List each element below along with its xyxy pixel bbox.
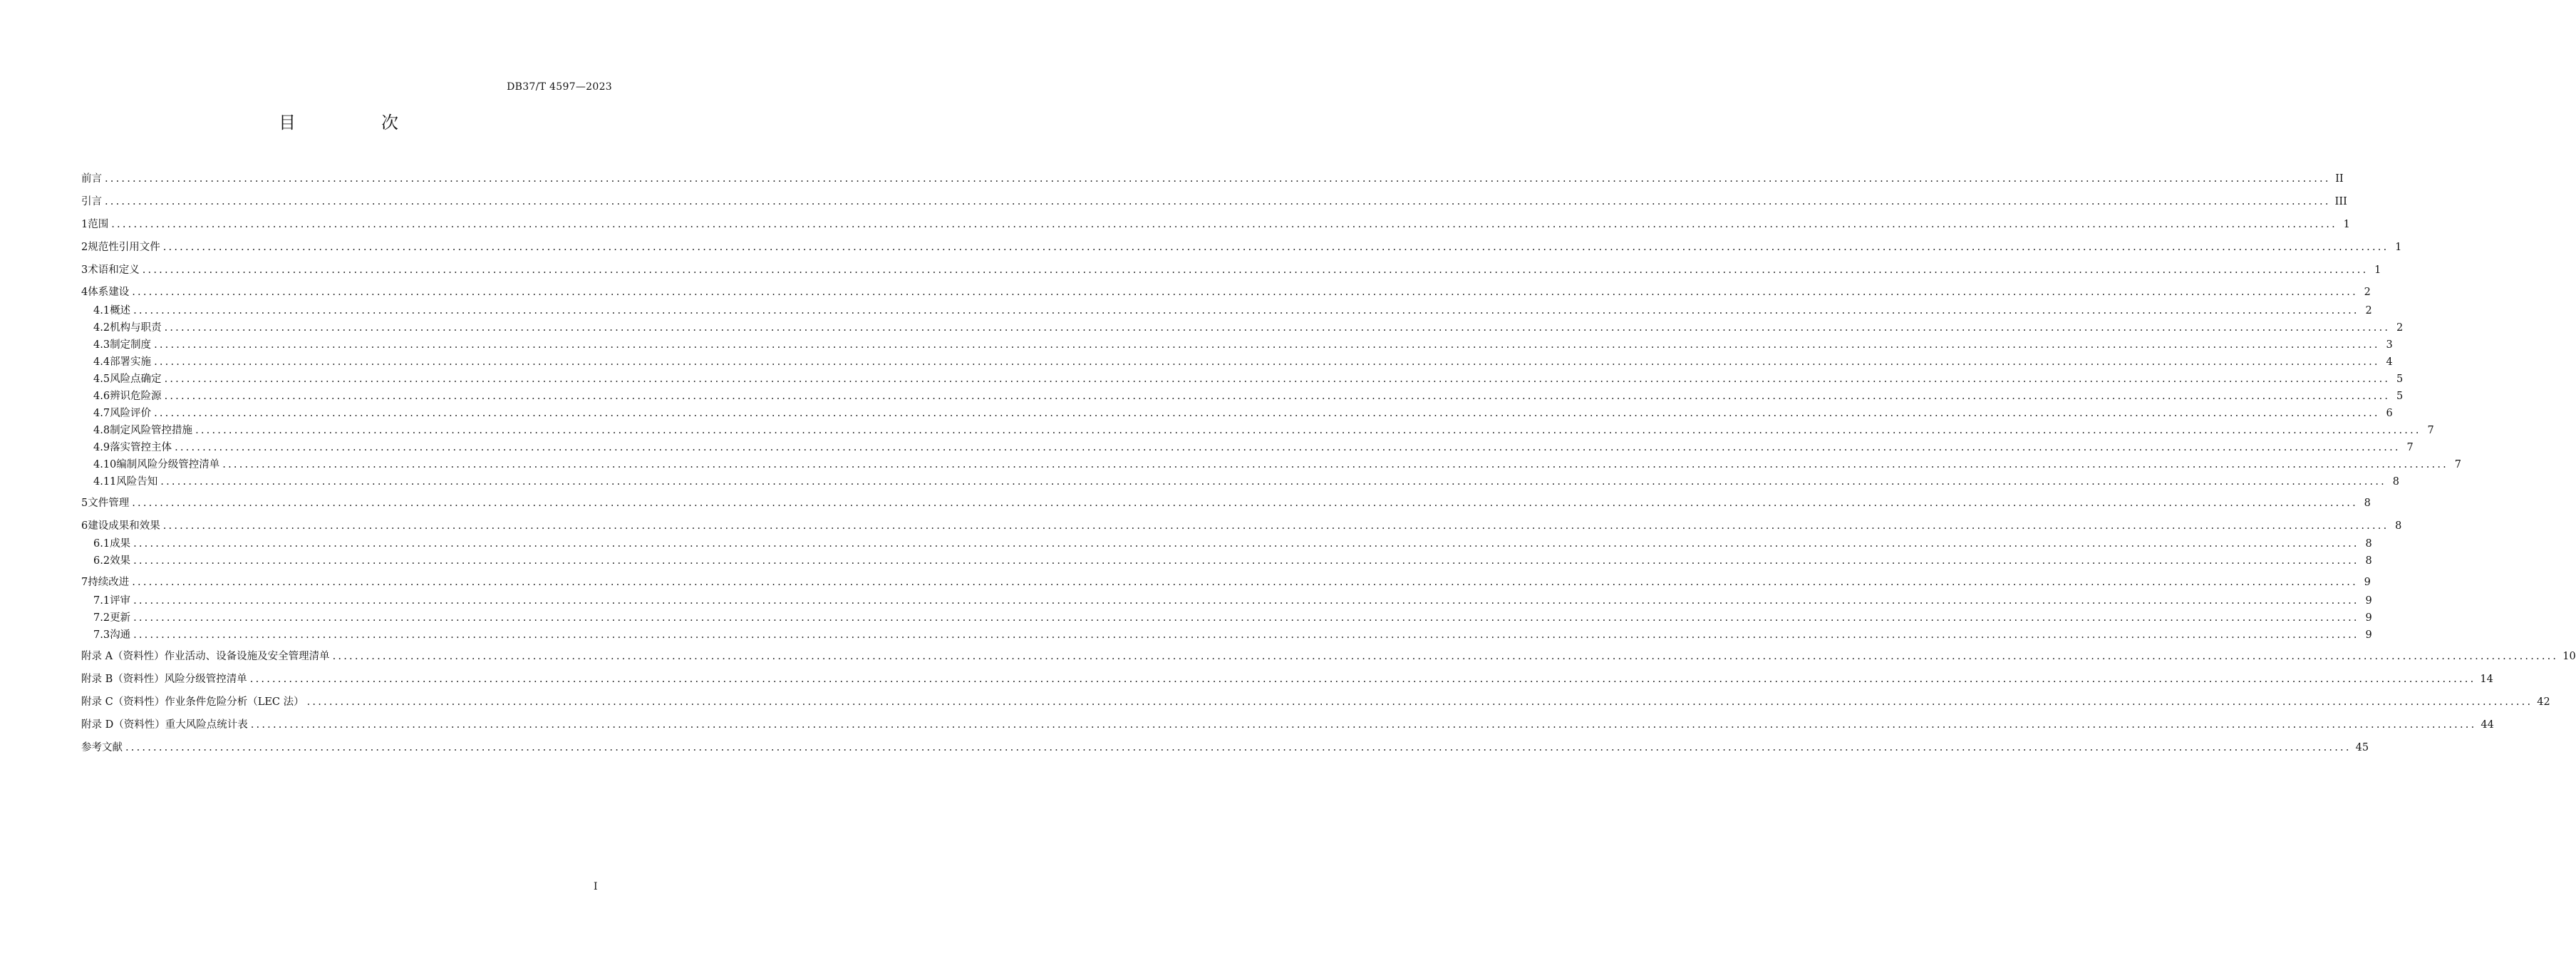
toc-entry-label: 文件管理	[88, 498, 130, 509]
toc-entry-label: 风险点确定	[110, 374, 162, 385]
toc-entry-label: 引言	[81, 196, 102, 207]
toc-entry-page: 45	[2355, 742, 2369, 753]
toc-entry-label: 风险分级管控清单	[164, 674, 247, 685]
toc-entry[interactable]	[81, 649, 2576, 664]
toc-entry-page: 5	[2396, 374, 2404, 385]
toc-entry[interactable]	[81, 240, 2402, 255]
toc-entry-label: 部署实施	[110, 356, 152, 368]
toc-entry-number: 4.3	[93, 339, 110, 351]
toc-leader-dots: ................................................................................................................................................................................................................................................................................................................................................................................................................	[133, 629, 2359, 641]
toc-entry-label: 沟通	[110, 629, 131, 641]
toc-entry-label: 作业条件危险分析（LEC 法）	[165, 696, 304, 708]
toc-entry-label: 风险评价	[110, 408, 152, 419]
toc-entry-label: 体系建设	[88, 287, 130, 298]
toc-entry[interactable]	[81, 518, 2402, 534]
toc-entry-page: 44	[2481, 719, 2494, 731]
toc-entry[interactable]	[93, 457, 2461, 473]
toc-entry-page: 2	[2364, 287, 2371, 298]
toc-entry-number: 附录 A（资料性）	[81, 651, 165, 662]
toc-entry-label: 参考文献	[81, 742, 123, 753]
toc-entry-number: 附录 D（资料性）	[81, 719, 165, 731]
toc-entry-number: 7	[81, 577, 88, 588]
toc-entry-page: 1	[2374, 264, 2381, 276]
toc-entry-page: 5	[2396, 391, 2404, 402]
toc-entry-number: 4.5	[93, 374, 110, 385]
toc-entry[interactable]	[81, 671, 2493, 687]
toc-entry-number: 4.2	[93, 322, 110, 334]
toc-entry-label: 规范性引用文件	[88, 242, 160, 253]
toc-entry[interactable]	[93, 337, 2393, 353]
toc-leader-dots: ................................................................................................................................................................................................................................................................................................................................................................................................................	[132, 287, 2358, 298]
toc-entry-page: 1	[2395, 242, 2402, 253]
toc-entry-page: 7	[2454, 459, 2461, 470]
toc-leader-dots: ................................................................................................................................................................................................................................................................................................................................................................................................................	[133, 612, 2359, 624]
toc-entry-label: 前言	[81, 173, 102, 185]
toc-entry-number: 7.1	[93, 595, 110, 607]
toc-entry[interactable]	[93, 440, 2414, 455]
toc-leader-dots: ................................................................................................................................................................................................................................................................................................................................................................................................................	[195, 425, 2421, 436]
toc-leader-dots: ................................................................................................................................................................................................................................................................................................................................................................................................................	[249, 674, 2476, 685]
toc-entry-number: 4.6	[93, 391, 110, 402]
toc-entry[interactable]	[93, 553, 2372, 569]
toc-entry-page: 2	[2396, 322, 2404, 334]
toc-leader-dots: ................................................................................................................................................................................................................................................................................................................................................................................................................	[105, 173, 2331, 185]
toc-entry-page: 9	[2365, 595, 2372, 607]
toc-leader-dots: ................................................................................................................................................................................................................................................................................................................................................................................................................	[154, 339, 2380, 351]
toc-title: 目 次	[279, 113, 433, 133]
toc-entry[interactable]	[93, 388, 2404, 404]
toc-entry-number: 5	[81, 498, 88, 509]
toc-entry[interactable]	[81, 740, 2369, 756]
toc-leader-dots: ................................................................................................................................................................................................................................................................................................................................................................................................................	[133, 555, 2359, 567]
toc-entry-label: 机构与职责	[110, 322, 162, 334]
toc-entry-number: 4.11	[93, 476, 117, 488]
toc-entry-label: 效果	[110, 555, 131, 567]
toc-entry[interactable]	[93, 610, 2372, 626]
toc-entry[interactable]	[93, 354, 2393, 370]
toc-leader-dots: ................................................................................................................................................................................................................................................................................................................................................................................................................	[154, 408, 2380, 419]
toc-entry-page: 2	[2365, 305, 2372, 316]
toc-entry-label: 概述	[110, 305, 131, 316]
toc-entry-number: 4.1	[93, 305, 110, 316]
toc-leader-dots: ................................................................................................................................................................................................................................................................................................................................................................................................................	[164, 374, 2391, 385]
toc-leader-dots: ................................................................................................................................................................................................................................................................................................................................................................................................................	[175, 442, 2401, 453]
toc-entry-number: 4.4	[93, 356, 110, 368]
toc-entry[interactable]	[93, 536, 2372, 552]
toc-leader-dots: ................................................................................................................................................................................................................................................................................................................................................................................................................	[222, 459, 2448, 470]
toc-entry[interactable]	[93, 474, 2399, 490]
toc-leader-dots: ................................................................................................................................................................................................................................................................................................................................................................................................................	[111, 219, 2337, 230]
toc-entry-number: 6	[81, 520, 88, 532]
toc-entry-label: 作业活动、设备设施及安全管理清单	[164, 651, 330, 662]
toc-leader-dots: ................................................................................................................................................................................................................................................................................................................................................................................................................	[133, 595, 2359, 607]
toc-entry-label: 建设成果和效果	[88, 520, 160, 532]
toc-entry-number: 3	[81, 264, 88, 276]
toc-entry[interactable]	[93, 371, 2404, 387]
toc-entry-page: 6	[2386, 408, 2393, 419]
toc-entry-page: 42	[2537, 696, 2550, 708]
toc-entry-label: 制定制度	[110, 339, 152, 351]
toc-entry-page: 3	[2386, 339, 2393, 351]
toc-entry-page: II	[2335, 173, 2344, 185]
footer-page-number: I	[594, 881, 598, 892]
toc-entry-label: 风险告知	[116, 476, 158, 488]
toc-leader-dots: ................................................................................................................................................................................................................................................................................................................................................................................................................	[132, 577, 2358, 588]
toc-entry-page: 4	[2386, 356, 2393, 368]
toc-entry-number: 1	[81, 219, 88, 230]
toc-leader-dots: ................................................................................................................................................................................................................................................................................................................................................................................................................	[160, 476, 2386, 488]
toc-entry[interactable]	[93, 593, 2372, 609]
toc-entry[interactable]	[81, 262, 2381, 278]
toc-entry[interactable]	[93, 627, 2372, 643]
toc-entry-number: 4.9	[93, 442, 110, 453]
toc-leader-dots: ................................................................................................................................................................................................................................................................................................................................................................................................................	[162, 520, 2389, 532]
toc-leader-dots: ................................................................................................................................................................................................................................................................................................................................................................................................................	[162, 242, 2389, 253]
toc-entry-label: 成果	[110, 538, 131, 550]
toc-entry-label: 范围	[88, 219, 109, 230]
toc-entry-page: 9	[2365, 612, 2372, 624]
toc-leader-dots: ................................................................................................................................................................................................................................................................................................................................................................................................................	[250, 719, 2477, 731]
toc-entry-number: 4.10	[93, 459, 117, 470]
toc-entry-label: 更新	[110, 612, 131, 624]
toc-entry-page: 9	[2365, 629, 2372, 641]
toc-entry-page: 1	[2343, 219, 2350, 230]
toc-entry-page: 8	[2365, 555, 2372, 567]
toc-entry-number: 6.1	[93, 538, 110, 550]
toc-entry[interactable]	[81, 194, 2347, 210]
toc-entry-number: 7.2	[93, 612, 110, 624]
toc-entry-page: 8	[2392, 476, 2399, 488]
toc-leader-dots: ................................................................................................................................................................................................................................................................................................................................................................................................................	[164, 391, 2391, 402]
toc-entry-number: 2	[81, 242, 88, 253]
toc-entry[interactable]	[93, 423, 2434, 438]
toc-entry-page: III	[2334, 196, 2347, 207]
document-code: DB37/T 4597—2023	[507, 81, 612, 93]
toc-entry-label: 评审	[110, 595, 131, 607]
toc-entry-page: 8	[2365, 538, 2372, 550]
toc-entry-page: 8	[2395, 520, 2402, 532]
toc-entry-label: 重大风险点统计表	[165, 719, 248, 731]
toc-entry-number: 4.8	[93, 425, 110, 436]
toc-entry[interactable]	[81, 575, 2371, 590]
toc-entry-number: 附录 B（资料性）	[81, 674, 165, 685]
toc-leader-dots: ................................................................................................................................................................................................................................................................................................................................................................................................................	[105, 196, 2331, 207]
toc-entry-number: 附录 C（资料性）	[81, 696, 165, 708]
toc-entry[interactable]	[81, 171, 2344, 187]
toc-entry-number: 4.7	[93, 408, 110, 419]
toc-entry-label: 制定风险管控措施	[110, 425, 193, 436]
toc-entry-page: 14	[2480, 674, 2493, 685]
toc-entry[interactable]	[93, 320, 2404, 336]
toc-entry[interactable]	[93, 303, 2372, 319]
toc-leader-dots: ................................................................................................................................................................................................................................................................................................................................................................................................................	[332, 651, 2559, 662]
toc-entry-label: 编制风险分级管控清单	[116, 459, 220, 470]
toc-leader-dots: ................................................................................................................................................................................................................................................................................................................................................................................................................	[306, 696, 2533, 708]
toc-entry[interactable]	[81, 694, 2550, 710]
toc-leader-dots: ................................................................................................................................................................................................................................................................................................................................................................................................................	[142, 264, 2369, 276]
toc-leader-dots: ................................................................................................................................................................................................................................................................................................................................................................................................................	[132, 498, 2358, 509]
toc-entry-page: 8	[2364, 498, 2371, 509]
toc-entry-label: 落实管控主体	[110, 442, 172, 453]
toc-entry-number: 7.3	[93, 629, 110, 641]
toc-entry-page: 10	[2562, 651, 2576, 662]
toc-entry-page: 9	[2364, 577, 2371, 588]
toc-entry[interactable]	[81, 717, 2494, 733]
toc-entry[interactable]	[81, 217, 2350, 232]
toc-entry[interactable]	[93, 406, 2393, 421]
toc-entry-label: 持续改进	[88, 577, 130, 588]
toc-entry-label: 辨识危险源	[110, 391, 162, 402]
toc-entry-page: 7	[2427, 425, 2434, 436]
toc-leader-dots: ................................................................................................................................................................................................................................................................................................................................................................................................................	[133, 538, 2359, 550]
toc-entry-number: 6.2	[93, 555, 110, 567]
toc-leader-dots: ................................................................................................................................................................................................................................................................................................................................................................................................................	[164, 322, 2391, 334]
toc-entry-page: 7	[2406, 442, 2414, 453]
toc-entry-label: 术语和定义	[88, 264, 140, 276]
toc-leader-dots: ................................................................................................................................................................................................................................................................................................................................................................................................................	[125, 742, 2352, 753]
toc-entry[interactable]	[81, 284, 2371, 300]
toc-entry-number: 4	[81, 287, 88, 298]
toc-leader-dots: ................................................................................................................................................................................................................................................................................................................................................................................................................	[154, 356, 2380, 368]
toc-entry[interactable]	[81, 495, 2371, 511]
toc-leader-dots: ................................................................................................................................................................................................................................................................................................................................................................................................................	[133, 305, 2359, 316]
